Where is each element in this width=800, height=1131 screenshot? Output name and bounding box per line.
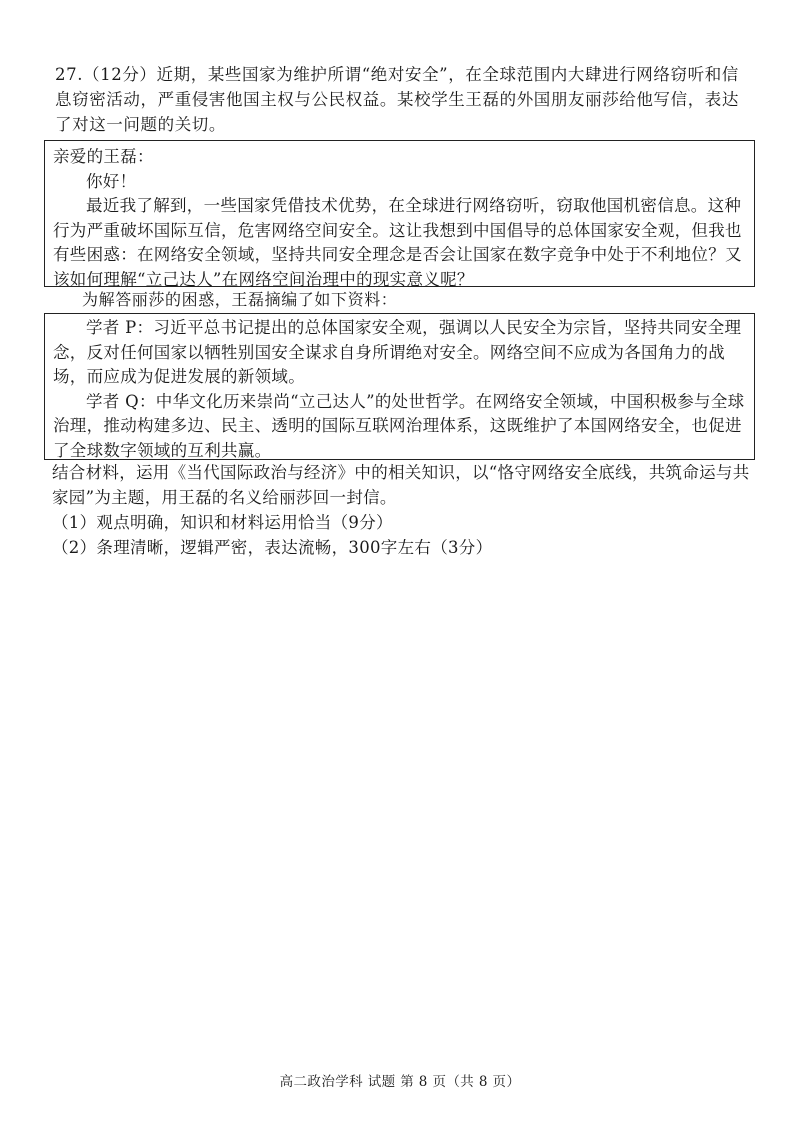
letter-greeting: 你好！ — [86, 171, 137, 191]
transition-text: 为解答丽莎的困惑，王磊摘编了如下资料： — [82, 290, 398, 309]
letter-salutation: 亲爱的王磊： — [53, 147, 154, 166]
page-footer: 高二政治学科 试题 第 8 页（共 8 页） — [279, 1074, 521, 1090]
requirement-1: （1）观点明确，知识和材料运用恰当（9分） — [52, 513, 393, 532]
task-prompt: 结合材料，运用《当代国际政治与经济》中的相关知识，以“恪守网络安全底线，共筑命运与共家园”为主题，用王磊的名义给丽莎回一封信。 — [52, 463, 750, 507]
scholar-q-text: 学者 Q：中华文化历来崇尚“立己达人”的处世哲学。在网络安全领域，中国积极参与全球治理，推动构建多边、民主、透明的国际互联网治理体系，这既维护了本国网络安全，也促进了全球数字领域的互利共赢。 — [53, 391, 745, 460]
letter-box — [44, 140, 755, 287]
scholar-p-text: 学者 P：习近平总书记提出的总体国家安全观，强调以人民安全为宗旨，坚持共同安全理念，反对任何国家以牺牲别国安全谋求自身所谓绝对安全。网络空间不应成为各国角力的战场，而应成为促进发展的新领域。 — [53, 318, 742, 386]
letter-body: 最近我了解到，一些国家凭借技术优势，在全球进行网络窃听，窃取他国机密信息。这种行为严重破坏国际互信，危害网络空间安全。这让我想到中国倡导的总体国家安全观，但我也有些困惑：在网络安全领域，坚持共同安全理念是否会让国家在数字竞争中处于不利地位？又该如何理解“立己达人”在网络空间治理中的现实意义呢？ — [53, 196, 742, 289]
requirement-2: （2）条理清晰，逻辑严密，表达流畅，300字左右（3分） — [52, 538, 493, 557]
question-intro: 27.（12分）近期，某些国家为维护所谓“绝对安全”，在全球范围内大肆进行网络窃听和信息窃密活动，严重侵害他国主权与公民权益。某校学生王磊的外国朋友丽莎给他写信，表达了对这一问题的关切。 — [55, 65, 739, 134]
materials-box — [44, 313, 755, 460]
task-section — [52, 460, 757, 560]
